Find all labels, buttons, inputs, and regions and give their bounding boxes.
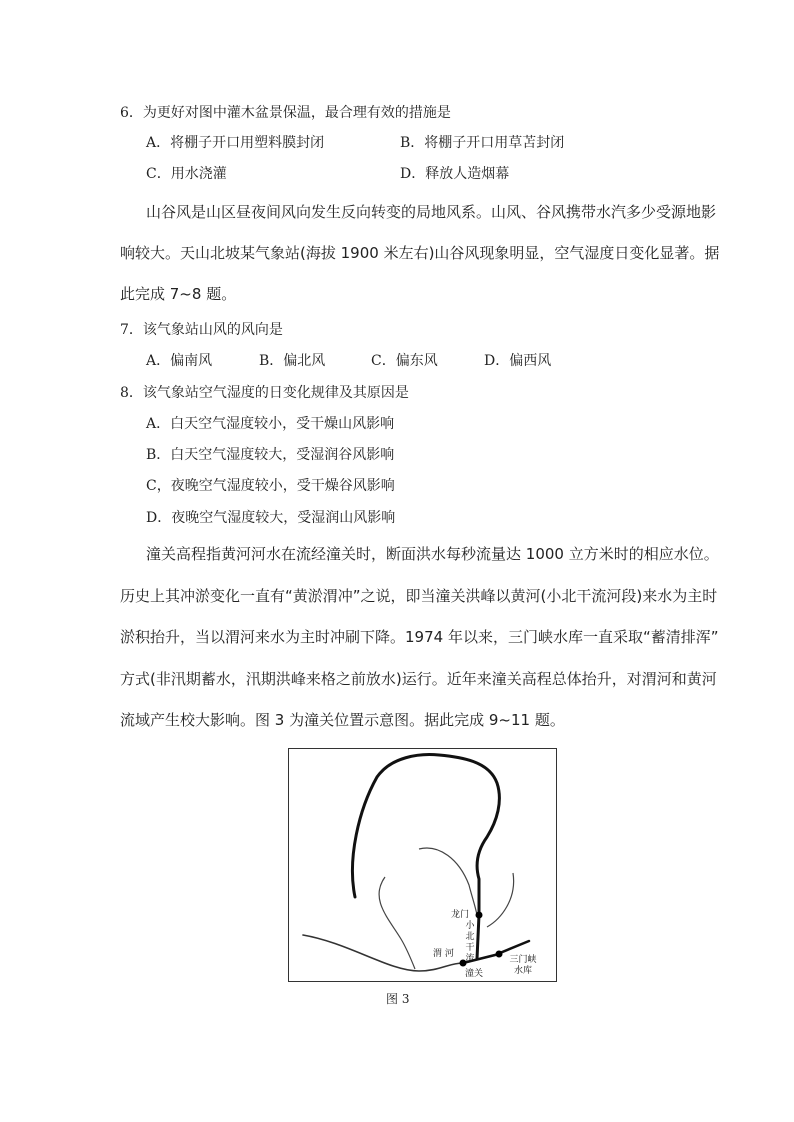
passage2-line-4: 方式(非汛期蓄水，汛期洪峰来格之前放水)运行。近年来潼关高程总体抬升，对渭河和黄河 <box>120 670 717 688</box>
yellow-river-loop <box>352 755 499 959</box>
sanmenxia-label: 三门峡水库 <box>509 955 537 976</box>
option-7d: D．偏西风 <box>484 353 552 369</box>
tongguan-location-map <box>288 748 557 982</box>
option-6a: A．将棚子开口用塑料膜封闭 <box>146 135 325 151</box>
river-map-drawing <box>289 749 558 983</box>
question-8-stem: 8．该气象站空气湿度的日变化规律及其原因是 <box>120 385 409 401</box>
passage1-line-2: 响较大。天山北坡某气象站(海拔 1900 米左右)山谷风现象明显，空气湿度日变化显著。据 <box>120 244 720 262</box>
option-8d: D．夜晚空气湿度较大，受湿润山风影响 <box>146 510 396 526</box>
weihe-label: 渭 河 <box>433 949 454 959</box>
question-6-stem: 6．为更好对图中灌木盆景保温，最合理有效的措施是 <box>120 105 451 121</box>
passage2-line-3: 淤积抬升，当以渭河来水为主时冲刷下降。1974 年以来，三门峡水库一直采取“蓄清排浑” <box>120 628 719 646</box>
longmen-label: 龙门 <box>451 910 470 920</box>
option-7c: C．偏东风 <box>371 353 438 369</box>
xiaobeiganliu-label: 小北干流 <box>465 921 475 964</box>
longmen-point <box>476 912 483 919</box>
option-6d: D．释放人造烟幕 <box>400 166 510 182</box>
figure-caption: 图 3 <box>386 992 410 1006</box>
option-8c: C，夜晚空气湿度较小，受干燥谷风影响 <box>146 478 395 494</box>
option-6c: C．用水浇灌 <box>146 166 227 182</box>
passage2-line-2: 历史上其冲淤变化一直有“黄淤渭冲”之说，即当潼关洪峰以黄河(小北干流河段)来水为主时 <box>120 587 718 605</box>
passage2-line-5: 流域产生校大影响。图 3 为潼关位置示意图。据此完成 9~11 题。 <box>120 711 565 729</box>
sanmenxia-point <box>496 951 503 958</box>
tributary-east <box>487 873 514 927</box>
option-7b: B．偏北风 <box>259 353 326 369</box>
option-6b: B．将棚子开口用草苫封闭 <box>400 135 565 151</box>
passage2-line-1: 潼关高程指黄河河水在流经潼关时，断面洪水每秒流量达 1000 立方米时的相应水位。 <box>146 545 719 563</box>
passage1-line-1: 山谷风是山区昼夜间风向发生反向转变的局地风系。山风、谷风携带水汽多少受源地影 <box>146 203 717 221</box>
option-8b: B．白天空气湿度较大，受湿润谷风影响 <box>146 447 395 463</box>
question-7-stem: 7．该气象站山风的风向是 <box>120 322 283 338</box>
option-7a: A．偏南风 <box>146 353 213 369</box>
passage1-line-3: 此完成 7~8 题。 <box>120 285 237 303</box>
tributary-west <box>379 877 415 969</box>
tributary-north <box>419 848 477 915</box>
option-8a: A．白天空气湿度较小，受干燥山风影响 <box>146 416 395 432</box>
tongguan-label: 潼关 <box>465 969 484 979</box>
